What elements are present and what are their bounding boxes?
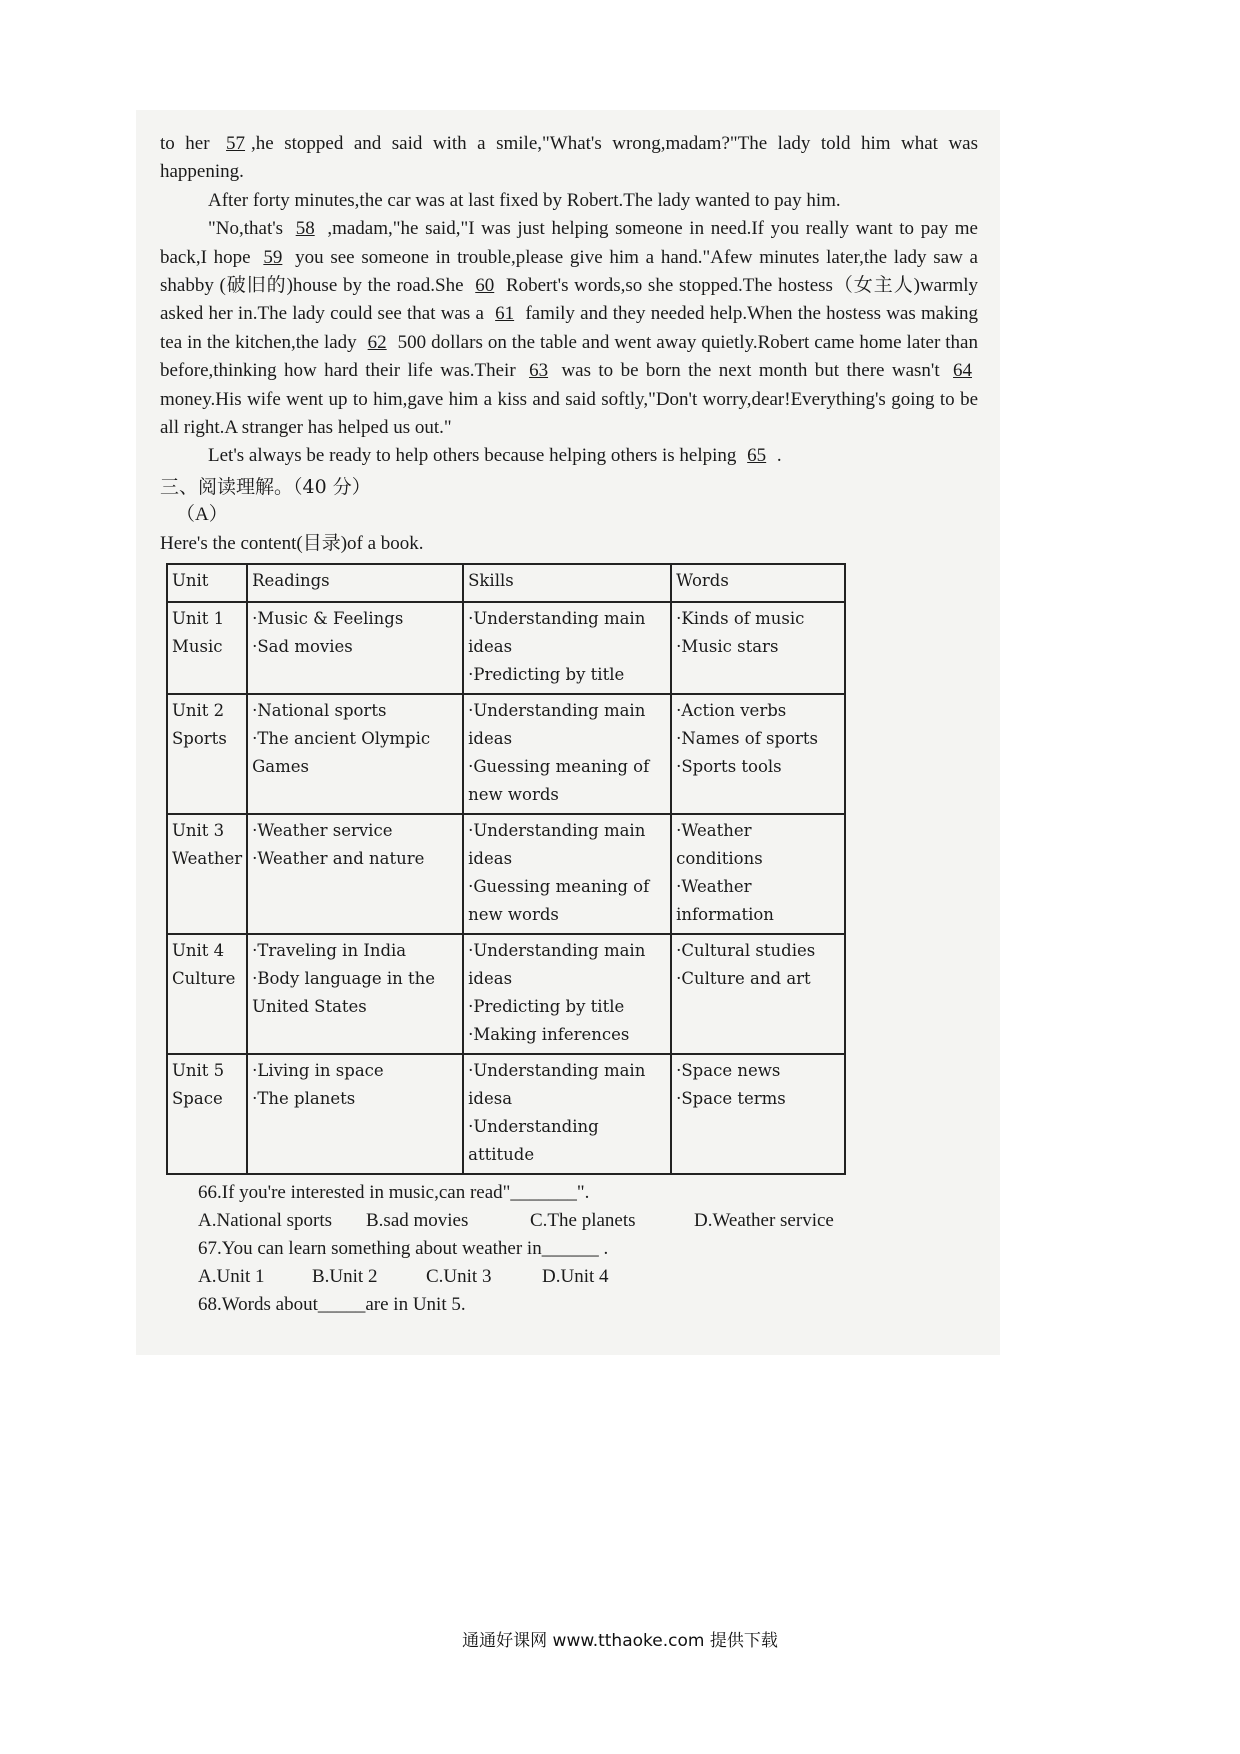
cell-unit <box>167 1054 247 1174</box>
cell-line: Unit 2 <box>172 700 225 720</box>
page-footer: 通通好课网 www.tthaoke.com 提供下载 <box>462 1631 778 1651</box>
cell-line: ·Weather <box>676 876 752 896</box>
cell-line: ideas <box>468 848 513 868</box>
cell-line: ·Understanding main <box>468 1060 646 1080</box>
blank-59: 59 <box>263 246 283 268</box>
cell-line: Unit 5 <box>172 1060 225 1080</box>
cell-line: ·Living in space <box>252 1060 384 1080</box>
cell-line: Weather <box>172 848 243 868</box>
cell-words <box>671 934 845 1054</box>
cell-skills <box>463 602 671 694</box>
options-66 <box>198 1207 978 1235</box>
cell-line: ·Names of sports <box>676 728 819 748</box>
cell-line: Unit 1 <box>172 608 225 628</box>
option-c: C.The planets <box>530 1209 636 1231</box>
passage-paragraph-1 <box>160 130 978 187</box>
cell-line: Culture <box>172 968 236 988</box>
cell-readings <box>247 934 463 1054</box>
cell-line: ·Guessing meaning of <box>468 756 650 776</box>
cell-skills <box>463 1054 671 1174</box>
cell-line: conditions <box>676 848 763 868</box>
cell-line: ·The ancient Olympic <box>252 728 431 748</box>
option-d: D.Weather service <box>694 1209 834 1231</box>
text: was to be born the next month but there wasn't <box>554 360 948 382</box>
cell-words <box>671 602 845 694</box>
cell-line: information <box>676 904 774 924</box>
text: 500 dollars on the table and went away quietly.Robert came home later than before,thinking how hard their life was.Their <box>160 331 978 382</box>
cell-skills <box>463 814 671 934</box>
blank-57: 57 <box>226 133 246 154</box>
table-header-row <box>167 564 845 602</box>
table-row <box>167 602 845 694</box>
option-a: A.Unit 1 <box>198 1265 265 1287</box>
table-row <box>167 694 845 814</box>
table-row <box>167 934 845 1054</box>
section-title: 三、阅读理解。（40 分） <box>160 475 371 498</box>
cell-line: ·Traveling in India <box>252 940 407 960</box>
cell-line: ideas <box>468 728 513 748</box>
text: Let's always be ready to help others because helping others is helping <box>208 445 742 467</box>
cell-line: ideas <box>468 636 513 656</box>
cell-line: ·Cultural studies <box>676 940 816 960</box>
cell-line: ·Action verbs <box>676 700 787 720</box>
blank-58: 58 <box>295 218 315 240</box>
reading-intro: Here's the content(目录)of a book. <box>160 532 424 554</box>
option-c: C.Unit 3 <box>426 1265 492 1287</box>
text: money.His wife went up to him,gave him a kiss and said softly,"Don't worry,dear!Everything's going to be all right.A stranger has helped us out." <box>160 388 978 439</box>
passage-paragraph-2: After forty minutes,the car was at last fixed by Robert.The lady wanted to pay him. <box>208 189 841 211</box>
cell-readings <box>247 1054 463 1174</box>
cell-line: Sports <box>172 728 227 748</box>
table-body <box>167 602 845 1174</box>
cell-line: ·Predicting by title <box>468 996 625 1016</box>
cell-line: ·Understanding main <box>468 940 646 960</box>
cell-line: ·Understanding main <box>468 608 646 628</box>
contents-table <box>166 563 846 1175</box>
question-68: 68.Words about_____are in Unit 5. <box>198 1293 466 1315</box>
cell-line: ·Space news <box>676 1060 781 1080</box>
cell-line: ·Guessing meaning of <box>468 876 650 896</box>
table-row <box>167 1054 845 1174</box>
text: . <box>772 445 782 467</box>
blank-63: 63 <box>529 360 549 382</box>
cell-line: ·Understanding main <box>468 820 646 840</box>
scanned-page <box>136 110 1000 1355</box>
cell-line: Space <box>172 1088 223 1108</box>
text: you see someone in trouble,please give him a hand."Afew minutes later,the lady saw a shabby (破旧的)house by the road.She <box>160 246 978 297</box>
cell-unit <box>167 934 247 1054</box>
option-b: B.sad movies <box>366 1209 469 1231</box>
cell-line: ·Culture and art <box>676 968 811 988</box>
cell-line: new words <box>468 904 559 924</box>
blank-60: 60 <box>475 275 495 297</box>
question-66: 66.If you're interested in music,can read"_______". <box>198 1181 590 1203</box>
cell-unit <box>167 814 247 934</box>
cell-line: ·Sports tools <box>676 756 782 776</box>
cell-unit <box>167 602 247 694</box>
option-b: B.Unit 2 <box>312 1265 378 1287</box>
cell-words <box>671 1054 845 1174</box>
cell-line: ·Understanding main <box>468 700 646 720</box>
text: ,he stopped and said with a smile,"What's wrong,madam?"The lady told him what was happening. <box>160 133 978 183</box>
cell-line: ·Weather <box>676 820 752 840</box>
options-67 <box>198 1263 978 1291</box>
cell-unit <box>167 694 247 814</box>
part-label: （A） <box>176 503 228 525</box>
option-d: D.Unit 4 <box>542 1265 609 1287</box>
cell-line: idesa <box>468 1088 513 1108</box>
text: family and they needed help.When the hostess was making tea in the kitchen,the lady <box>160 303 979 353</box>
text: "No,that's <box>208 218 290 240</box>
cell-line: ·The planets <box>252 1088 356 1108</box>
text: ,madam,"he said,"I was just helping someone in need.If you really want to pay me back,I hope <box>160 218 978 268</box>
cell-line: ·Making inferences <box>468 1024 630 1044</box>
header-skills: Skills <box>463 564 671 602</box>
cell-line: ·Body language in the <box>252 968 436 988</box>
header-readings: Readings <box>247 564 463 602</box>
header-words: Words <box>671 564 845 602</box>
cell-line: ·Weather service <box>252 820 393 840</box>
cell-line: new words <box>468 784 559 804</box>
cell-line: ·Predicting by title <box>468 664 625 684</box>
cell-line: ·Weather and nature <box>252 848 425 868</box>
cell-skills <box>463 934 671 1054</box>
cell-line: ·Music & Feelings <box>252 608 404 628</box>
cell-line: ·National sports <box>252 700 387 720</box>
cell-line: ideas <box>468 968 513 988</box>
blank-64: 64 <box>953 360 973 382</box>
text: Robert's words,so she stopped.The hostess（女主人)warmly asked her in.The lady could see that was a <box>160 275 978 325</box>
cell-readings <box>247 694 463 814</box>
cell-line: ·Music stars <box>676 636 779 656</box>
cell-words <box>671 694 845 814</box>
blank-65: 65 <box>747 445 767 467</box>
cell-line: ·Space terms <box>676 1088 786 1108</box>
blank-61: 61 <box>495 303 515 325</box>
table-row <box>167 814 845 934</box>
cell-line: Unit 3 <box>172 820 225 840</box>
cell-words <box>671 814 845 934</box>
question-67: 67.You can learn something about weather in______ . <box>198 1237 609 1259</box>
cell-line: attitude <box>468 1144 535 1164</box>
text: to her <box>160 133 221 154</box>
cell-line: Music <box>172 636 223 656</box>
cell-line: United States <box>252 996 367 1016</box>
cell-readings <box>247 814 463 934</box>
header-unit: Unit <box>167 564 247 602</box>
passage-paragraph-4 <box>160 442 978 470</box>
cell-line: Unit 4 <box>172 940 225 960</box>
cell-line: Games <box>252 756 310 776</box>
cell-skills <box>463 694 671 814</box>
cell-readings <box>247 602 463 694</box>
passage-paragraph-3 <box>160 215 978 442</box>
cell-line: ·Kinds of music <box>676 608 805 628</box>
option-a: A.National sports <box>198 1209 333 1231</box>
cell-line: ·Sad movies <box>252 636 353 656</box>
cell-line: ·Understanding <box>468 1116 599 1136</box>
blank-62: 62 <box>367 331 387 353</box>
